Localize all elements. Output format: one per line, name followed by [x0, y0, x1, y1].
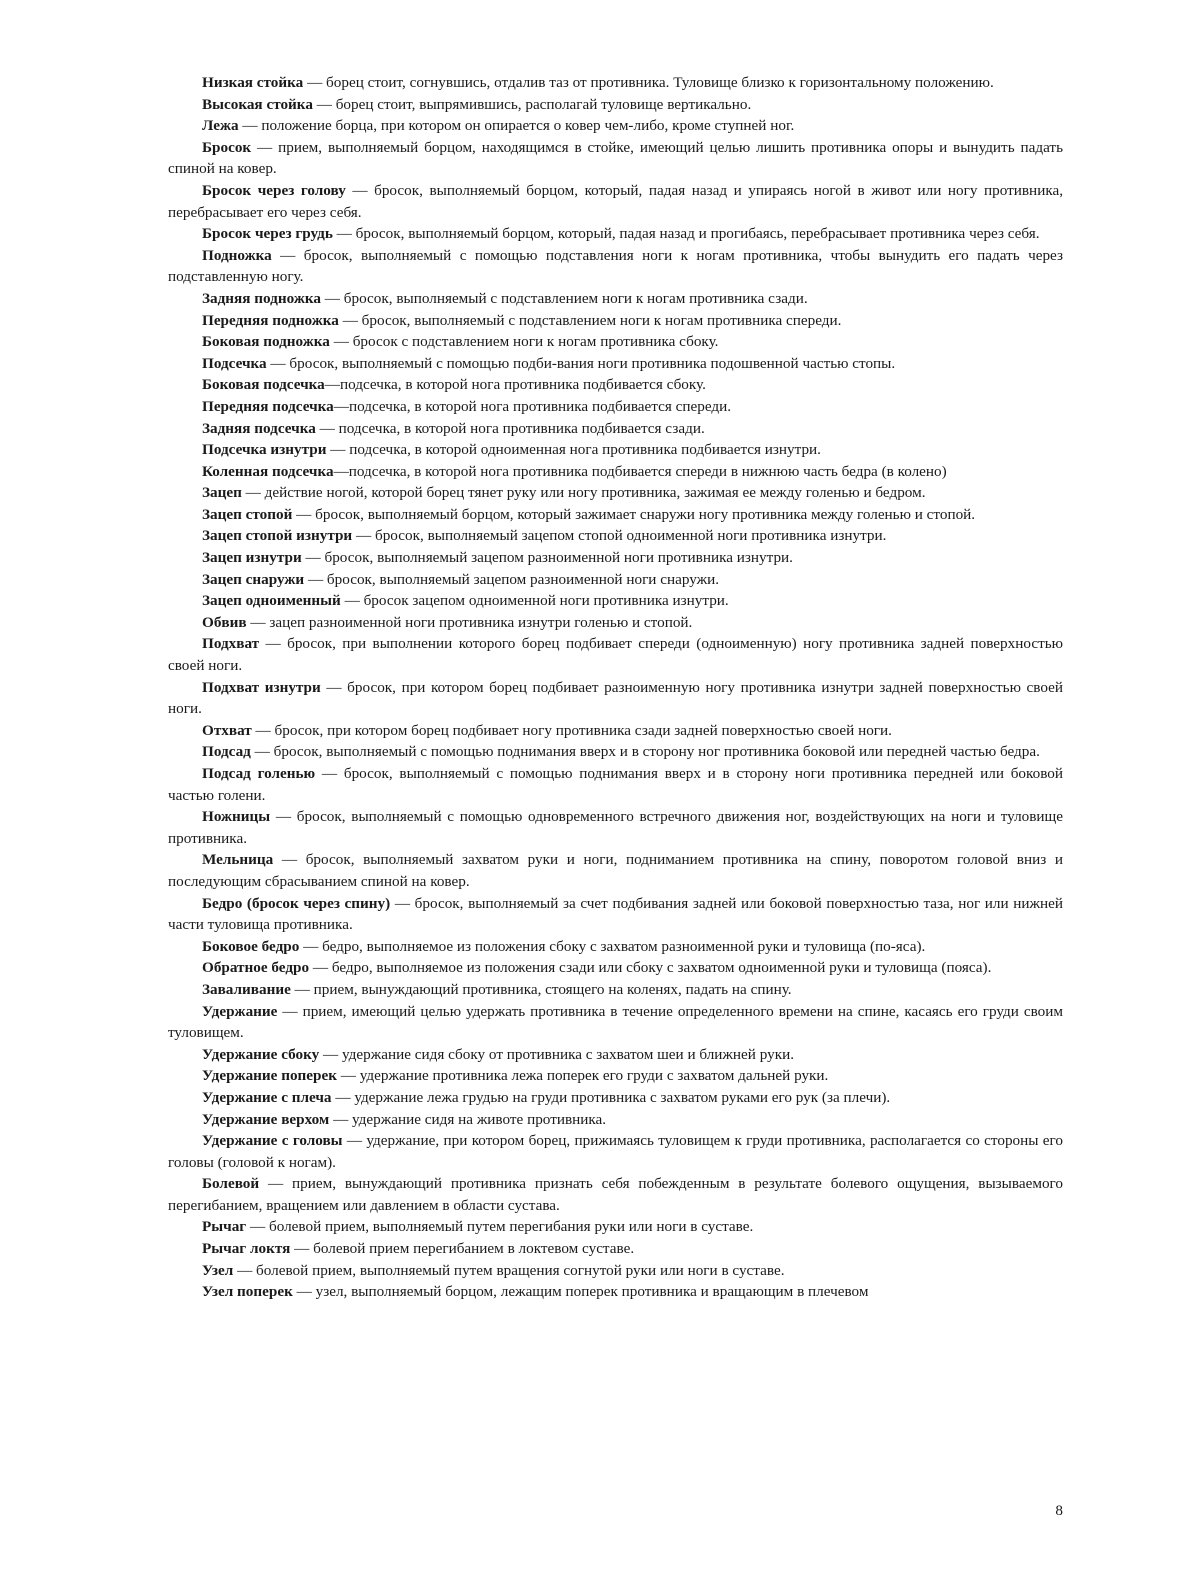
glossary-term: Заваливание: [202, 980, 291, 998]
glossary-entries: [168, 72, 1063, 1303]
glossary-entry: [168, 763, 1063, 806]
glossary-definition: — удержание противника лежа поперек его груди с захватом дальней руки.: [336, 1067, 829, 1085]
glossary-entry: [168, 806, 1063, 849]
glossary-term: Ножницы: [202, 808, 271, 826]
glossary-definition: — удержание сидя на животе противника.: [329, 1110, 607, 1128]
glossary-entry: [168, 180, 1063, 223]
glossary-term: Передняя подножка: [202, 311, 339, 329]
glossary-term: Лежа: [202, 117, 239, 135]
glossary-term: Зацеп: [202, 484, 242, 502]
glossary-definition: — бросок, выполняемый за счет подбивания задней или боковой поверхностью таза, ног или нижней части туловища противника.: [168, 894, 1064, 934]
glossary-entry: [168, 720, 1063, 742]
glossary-definition: — бедро, выполняемое из положения сбоку с захватом разноименной руки и туловища (по-яса).: [299, 937, 926, 955]
glossary-term: Рычаг: [202, 1218, 247, 1236]
glossary-term: Задняя подсечка: [202, 419, 316, 437]
glossary-term: Удержание верхом: [202, 1110, 330, 1128]
glossary-entry: [168, 374, 1063, 396]
glossary-term: Удержание поперек: [202, 1067, 337, 1085]
glossary-definition: — бросок, выполняемый с помощью подставления ноги к ногам противника, чтобы вынудить его падать через подставленную ногу.: [168, 246, 1063, 286]
glossary-entry: [168, 331, 1063, 353]
glossary-definition: —подсечка, в которой нога противника подбивается спереди.: [333, 397, 732, 415]
glossary-definition: — болевой прием перегибанием в локтевом суставе.: [290, 1240, 635, 1258]
glossary-entry: [168, 137, 1063, 180]
glossary-definition: — подсечка, в которой нога противника подбивается сзади.: [315, 419, 705, 437]
glossary-term: Задняя подножка: [202, 289, 321, 307]
glossary-entry: [168, 1281, 1063, 1303]
glossary-entry: [168, 1260, 1063, 1282]
glossary-entry: [168, 1216, 1063, 1238]
page-number: 8: [1055, 1502, 1063, 1519]
glossary-term: Зацеп одноименный: [202, 592, 341, 610]
glossary-definition: — бросок зацепом одноименной ноги противника изнутри.: [340, 592, 729, 610]
glossary-definition: — борец стоит, выпрямившись, располагай туловище вертикально.: [312, 95, 752, 113]
glossary-definition: — прием, вынуждающий противника, стоящего на коленях, падать на спину.: [290, 980, 792, 998]
glossary-term: Зацеп стопой: [202, 505, 293, 523]
glossary-entry: [168, 1109, 1063, 1131]
glossary-definition: — бросок, выполняемый с помощью поднимания вверх и в сторону ног противника боковой или передней частью бедра.: [250, 743, 1040, 761]
glossary-term: Зацеп стопой изнутри: [202, 527, 353, 545]
glossary-definition: — бросок, выполняемый зацепом разноименной ноги противника изнутри.: [301, 549, 793, 567]
glossary-entry: [168, 1001, 1063, 1044]
glossary-definition: — зацеп разноименной ноги противника изнутри голенью и стопой.: [246, 613, 693, 631]
glossary-term: Удержание: [202, 1002, 278, 1020]
glossary-entry: [168, 677, 1063, 720]
glossary-entry: [168, 482, 1063, 504]
glossary-entry: [168, 94, 1063, 116]
glossary-term: Высокая стойка: [202, 95, 313, 113]
glossary-entry: [168, 72, 1063, 94]
glossary-entry: [168, 569, 1063, 591]
glossary-entry: [168, 1238, 1063, 1260]
glossary-term: Подхват: [202, 635, 260, 653]
glossary-entry: [168, 1065, 1063, 1087]
glossary-definition: — удержание, при котором борец, прижимаясь туловищем к груди противника, располагается со стороны его головы (головой к ногам).: [168, 1132, 1063, 1171]
glossary-definition: — удержание сидя сбоку от противника с захватом шеи и ближней руки.: [319, 1045, 795, 1063]
glossary-term: Коленная подсечка: [202, 462, 334, 480]
glossary-definition: — узел, выполняемый борцом, лежащим поперек противника и вращающим в плечевом: [292, 1283, 869, 1301]
glossary-entry: [168, 310, 1063, 332]
glossary-entry: [168, 1087, 1063, 1109]
glossary-entry: [168, 1130, 1063, 1173]
document-body: [168, 72, 1063, 1303]
glossary-term: Подсечка: [202, 354, 267, 372]
glossary-definition: — борец стоит, согнувшись, отдалив таз от противника. Туловище близко к горизонтальному положению.: [303, 74, 994, 91]
glossary-definition: — бросок, выполняемый зацепом стопой одноименной ноги противника изнутри.: [352, 527, 887, 545]
glossary-entry: [168, 612, 1063, 634]
glossary-entry: [168, 936, 1063, 958]
glossary-term: Подсечка изнутри: [202, 441, 327, 459]
glossary-definition: — болевой прием, выполняемый путем вращения согнутой руки или ноги в суставе.: [233, 1261, 785, 1279]
glossary-definition: —подсечка, в которой нога противника подбивается спереди в нижнюю часть бедра (в колено): [333, 462, 947, 480]
glossary-definition: — бросок, при выполнении которого борец подбивает спереди (одноименную) ногу противника задней поверхностью своей ноги.: [168, 635, 1063, 675]
glossary-definition: — бросок, выполняемый с помощью одновременного встречного движения ног, воздействующих на ноги и туловище противника.: [168, 808, 1063, 847]
glossary-term: Боковая подножка: [202, 333, 330, 351]
glossary-term: Удержание сбоку: [202, 1045, 320, 1063]
glossary-definition: — удержание лежа грудью на груди противника с захватом руками его рук (за плечи).: [331, 1088, 891, 1106]
glossary-entry: [168, 353, 1063, 375]
glossary-entry: [168, 1044, 1063, 1066]
glossary-term: Обвив: [202, 613, 247, 631]
glossary-term: Подсад: [202, 743, 251, 761]
glossary-entry: [168, 979, 1063, 1001]
glossary-term: Отхват: [202, 721, 252, 739]
glossary-term: Передняя подсечка: [202, 397, 334, 415]
glossary-definition: — бросок, при котором борец подбивает разноименную ногу противника изнутри задней поверхностью своей ноги.: [168, 678, 1063, 718]
glossary-entry: [168, 288, 1063, 310]
glossary-definition: — бедро, выполняемое из положения сзади или сбоку с захватом одноименной руки и туловища (пояса).: [309, 959, 992, 977]
glossary-term: Подсад голенью: [202, 765, 316, 782]
glossary-entry: [168, 396, 1063, 418]
glossary-definition: — бросок, выполняемый борцом, который, падая назад и упираясь ногой в живот или ногу противника, перебрасывает его через себя.: [168, 181, 1064, 221]
glossary-term: Бедро (бросок через спину): [202, 894, 391, 912]
glossary-term: Бросок через грудь: [202, 225, 333, 243]
glossary-definition: — подсечка, в которой одноименная нога противника подбивается изнутри.: [326, 441, 821, 459]
glossary-entry: [168, 547, 1063, 569]
glossary-definition: — бросок, выполняемый захватом руки и ноги, подниманием противника на спину, поворотом головой вниз и последующим сбрасыванием спиной на ковер.: [168, 851, 1063, 890]
glossary-entry: [168, 1173, 1063, 1216]
glossary-term: Мельница: [202, 851, 274, 869]
glossary-definition: — положение борца, при котором он опирается о ковер чем-либо, кроме ступней ног.: [238, 117, 795, 135]
glossary-definition: — бросок, выполняемый борцом, который зажимает снаружи ногу противника между голенью и стопой.: [292, 505, 976, 523]
glossary-term: Бросок через голову: [202, 181, 346, 199]
glossary-term: Узел: [202, 1261, 234, 1279]
glossary-term: Болевой: [202, 1175, 260, 1193]
glossary-term: Боковое бедро: [202, 937, 300, 955]
glossary-term: Узел поперек: [202, 1283, 293, 1301]
glossary-entry: [168, 223, 1063, 245]
glossary-term: Рычаг локтя: [202, 1240, 291, 1258]
glossary-term: Удержание с головы: [202, 1132, 343, 1150]
glossary-entry: [168, 957, 1063, 979]
glossary-term: Подхват изнутри: [202, 678, 321, 696]
glossary-term: Бросок: [202, 138, 252, 156]
glossary-definition: — болевой прием, выполняемый путем перегибания руки или ноги в суставе.: [246, 1218, 754, 1236]
glossary-entry: [168, 525, 1063, 547]
glossary-definition: — бросок, выполняемый зацепом разноименной ноги снаружи.: [304, 570, 720, 588]
glossary-term: Зацеп изнутри: [202, 549, 302, 567]
glossary-definition: — прием, выполняемый борцом, находящимся в стойке, имеющий целью лишить противника опоры и вынудить падать спиной на ковер.: [168, 138, 1063, 178]
glossary-entry: [168, 461, 1063, 483]
glossary-term: Низкая стойка: [202, 74, 304, 91]
glossary-definition: — бросок, выполняемый с подставлением ноги к ногам противника сзади.: [320, 289, 808, 307]
glossary-definition: —подсечка, в которой нога противника подбивается сбоку.: [324, 376, 706, 394]
glossary-entry: [168, 849, 1063, 892]
glossary-term: Обратное бедро: [202, 959, 310, 977]
glossary-entry: [168, 590, 1063, 612]
glossary-definition: — бросок с подставлением ноги к ногам противника сбоку.: [329, 333, 719, 351]
glossary-definition: — прием, вынуждающий противника признать себя побежденным в результате болевого ощущения, вызываемого перегибанием, вращением или давлением в области сустава.: [168, 1175, 1063, 1214]
glossary-term: Подножка: [202, 246, 272, 264]
glossary-entry: [168, 741, 1063, 763]
glossary-definition: — бросок, выполняемый с помощью поднимания вверх и в сторону ноги противника передней или боковой частью голени.: [168, 765, 1064, 804]
glossary-definition: — бросок, выполняемый борцом, который, падая назад и прогибаясь, перебрасывает противника через себя.: [332, 225, 1040, 243]
glossary-term: Боковая подсечка: [202, 376, 325, 394]
glossary-definition: — действие ногой, которой борец тянет руку или ногу противника, зажимая ее между голенью и бедром.: [241, 484, 926, 502]
glossary-entry: [168, 633, 1063, 676]
glossary-entry: [168, 115, 1063, 137]
glossary-definition: — прием, имеющий целью удержать противника в течение определенного времени на спине, касаясь его груди своим туловищем.: [168, 1002, 1063, 1042]
glossary-definition: — бросок, при котором борец подбивает ногу противника сзади задней поверхностью своей ноги.: [251, 721, 892, 739]
glossary-definition: — бросок, выполняемый с подставлением ноги к ногам противника спереди.: [338, 311, 842, 329]
glossary-entry: [168, 893, 1063, 936]
glossary-definition: — бросок, выполняемый с помощью подби-вания ноги противника подошвенной частью стопы.: [266, 354, 896, 372]
glossary-term: Удержание с плеча: [202, 1088, 332, 1106]
glossary-entry: [168, 439, 1063, 461]
glossary-entry: [168, 245, 1063, 288]
glossary-entry: [168, 418, 1063, 440]
glossary-term: Зацеп снаружи: [202, 570, 305, 588]
glossary-entry: [168, 504, 1063, 526]
